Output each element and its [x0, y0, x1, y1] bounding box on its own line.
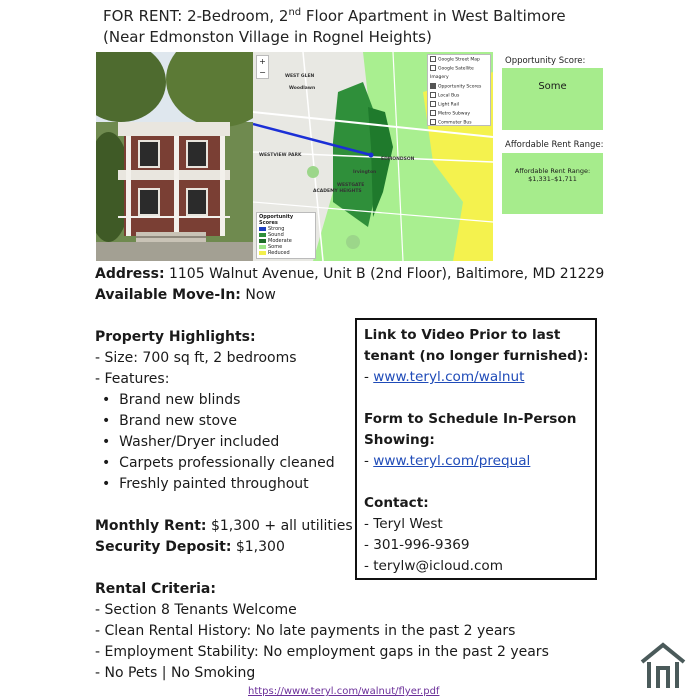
monthly-rent-line: Monthly Rent: $1,300 + all utilities: [95, 518, 353, 534]
video-link-row: - www.teryl.com/walnut: [364, 369, 525, 385]
affordable-rent-value: $1,331–$1,711: [528, 175, 577, 183]
map-layer-panel[interactable]: [427, 54, 491, 126]
contact-phone: - 301-996-9369: [364, 537, 470, 553]
title-line-2: (Near Edmonston Village in Rognel Heights): [103, 28, 432, 46]
title-line-1: FOR RENT: 2-Bedroom, 2nd Floor Apartment in West Baltimore: [103, 7, 566, 25]
map-label: ACADEMY HEIGHTS: [313, 189, 362, 194]
prequal-form-link[interactable]: www.teryl.com/prequal: [373, 453, 531, 469]
form-heading-2: Showing:: [364, 432, 435, 448]
contact-email: - terylw@icloud.com: [364, 558, 503, 574]
house-photo: [96, 52, 253, 261]
security-deposit-line: Security Deposit: $1,300: [95, 539, 285, 555]
flyer-pdf-link[interactable]: https://www.teryl.com/walnut/flyer.pdf: [248, 686, 440, 697]
rental-criteria: [95, 579, 549, 684]
map-legend: Opportunity Scores Strong Sound Moderate Some Reduced: [256, 212, 316, 259]
video-heading: Link to Video Prior to last: [364, 327, 561, 343]
feature-item: • Brand new stove: [102, 413, 237, 429]
legend-item: Some: [259, 244, 313, 250]
legend-item: Moderate: [259, 238, 313, 244]
highlights-features-label: - Features:: [95, 371, 170, 387]
map-label: Irvington: [353, 170, 377, 175]
criteria-item: - Section 8 Tenants Welcome: [95, 602, 297, 618]
map-label: EDMONDSON: [381, 157, 415, 162]
highlights-heading: Property Highlights:: [95, 329, 256, 345]
feature-item: • Washer/Dryer included: [102, 434, 280, 450]
criteria-item: - Employment Stability: No employment gaps in the past 2 years: [95, 644, 549, 660]
highlights-size: - Size: 700 sq ft, 2 bedrooms: [95, 350, 297, 366]
layer-option[interactable]: Google Satellite Imagery: [430, 66, 474, 80]
legend-item: Strong: [259, 226, 313, 232]
criteria-item: - No Pets | No Smoking: [95, 665, 256, 681]
address-line: Address: 1105 Walnut Avenue, Unit B (2nd Floor), Baltimore, MD 21229: [95, 266, 605, 282]
layer-option[interactable]: Light Rail: [430, 101, 488, 110]
feature-item: • Carpets professionally cleaned: [102, 455, 335, 471]
opportunity-score-box: [502, 68, 603, 130]
map-label: Woodlawn: [289, 86, 316, 91]
zoom-out-button[interactable]: −: [259, 68, 266, 77]
contact-name: - Teryl West: [364, 516, 443, 532]
feature-item: • Brand new blinds: [102, 392, 241, 408]
layer-option[interactable]: Metro Subway: [430, 110, 488, 119]
map-label: WESTVIEW PARK: [259, 153, 302, 158]
property-highlights: [95, 327, 335, 495]
affordable-rent-inner-label: Affordable Rent Range:: [514, 167, 591, 175]
video-link[interactable]: www.teryl.com/walnut: [373, 369, 525, 385]
form-link-row: - www.teryl.com/prequal: [364, 453, 531, 469]
legend-item: Sound: [259, 232, 313, 238]
criteria-heading: Rental Criteria:: [95, 581, 216, 597]
layer-option[interactable]: Commuter Bus: [430, 119, 488, 128]
feature-item: • Freshly painted throughout: [102, 476, 309, 492]
links-contact-box: [355, 318, 597, 580]
opportunity-score-value: Some: [538, 81, 567, 92]
layer-option[interactable]: Local Bus: [430, 92, 488, 101]
zoom-in-button[interactable]: +: [259, 57, 266, 66]
map-zoom-control[interactable]: [256, 55, 269, 79]
criteria-item: - Clean Rental History: No late payments in the past 2 years: [95, 623, 516, 639]
map-label: WEST GLEN: [285, 74, 315, 79]
opportunity-map[interactable]: [253, 52, 493, 261]
video-heading-2: tenant (no longer furnished):: [364, 348, 589, 364]
map-label: WESTGATE: [337, 183, 365, 188]
affordable-rent-box: [502, 153, 603, 214]
house-outline-icon: [638, 640, 688, 690]
form-heading: Form to Schedule In-Person: [364, 411, 577, 427]
contact-heading: Contact:: [364, 495, 429, 511]
affordable-rent-label: Affordable Rent Range:: [505, 140, 604, 150]
legend-item: Reduced: [259, 250, 313, 256]
flyer-title: [103, 6, 566, 48]
layer-option[interactable]: Google Street Map: [430, 56, 488, 65]
move-in-line: Available Move-In: Now: [95, 287, 276, 303]
opportunity-score-label: Opportunity Score:: [505, 56, 586, 66]
layer-option[interactable]: Opportunity Scores: [430, 83, 488, 92]
